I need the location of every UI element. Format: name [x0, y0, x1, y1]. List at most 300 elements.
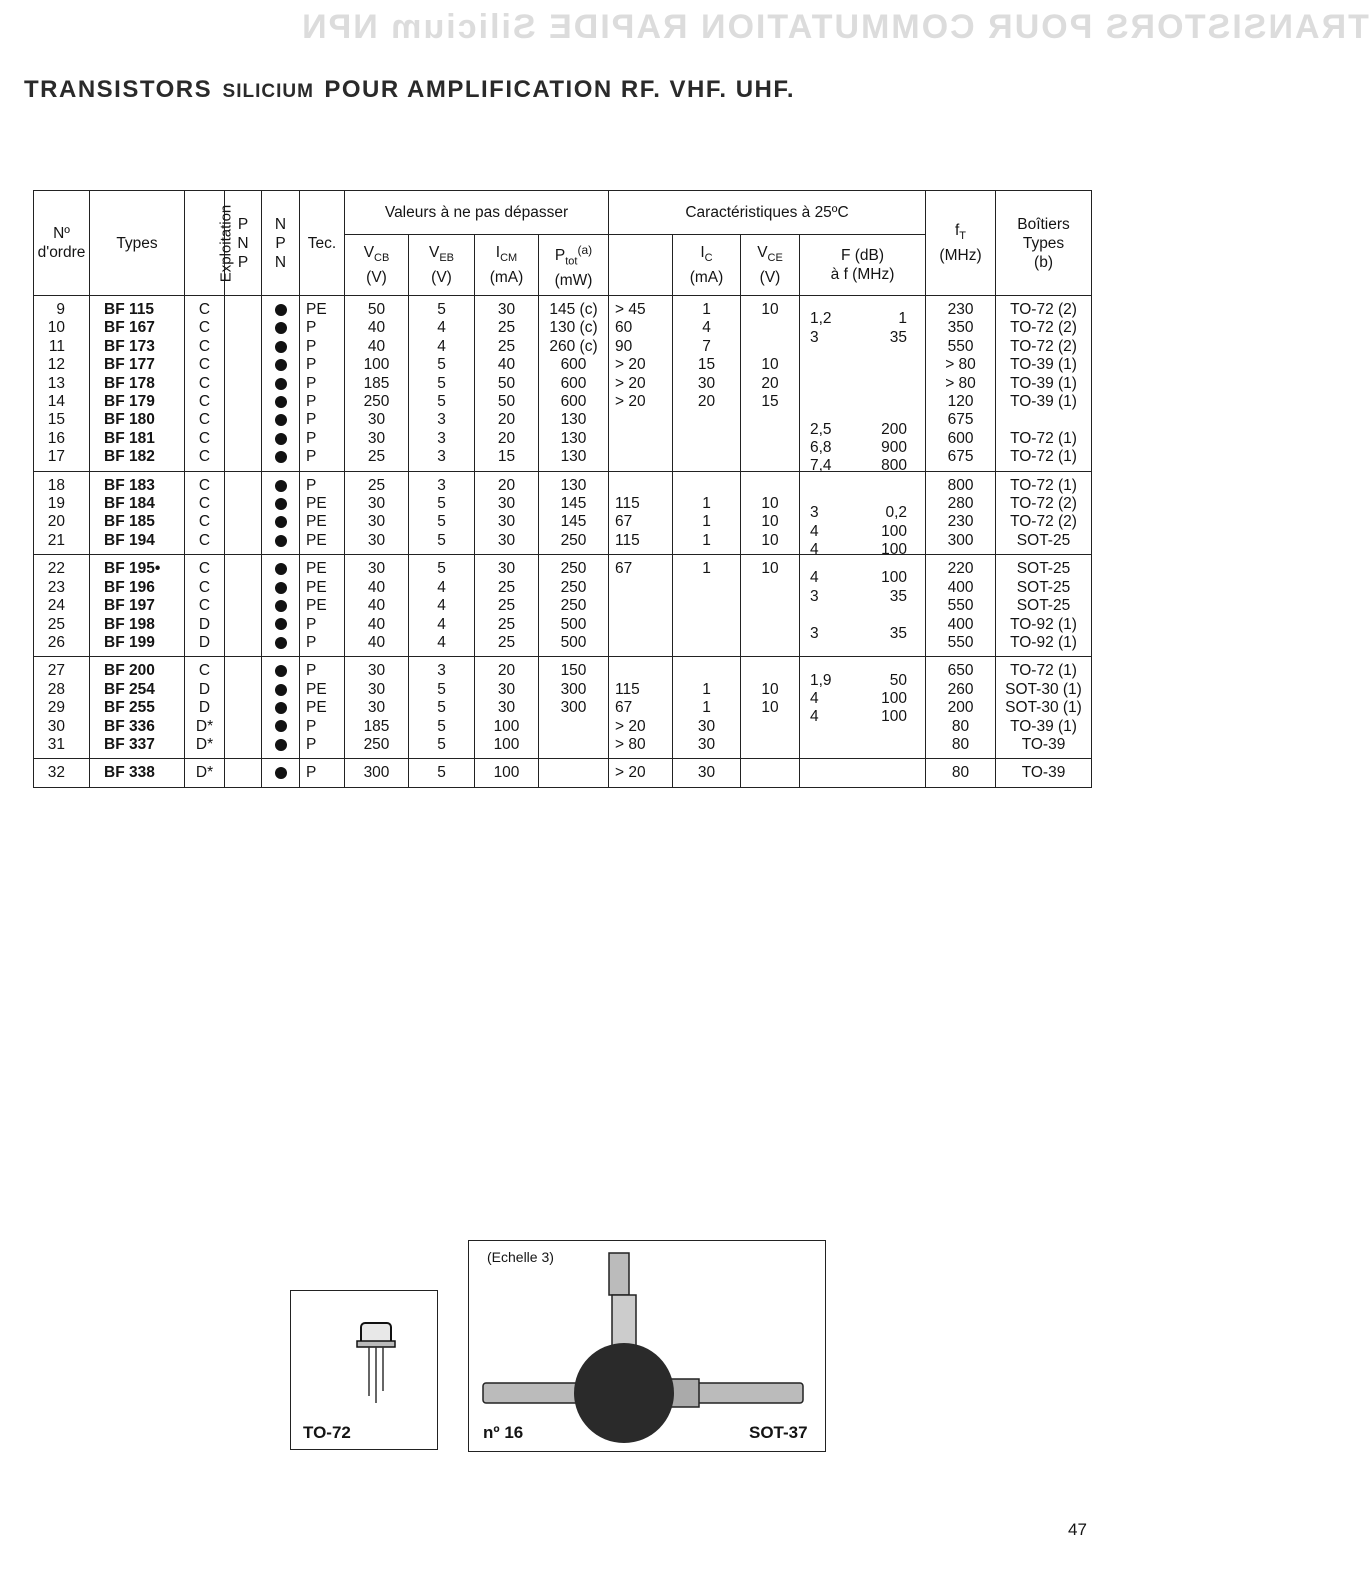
cell-fdb — [800, 759, 926, 787]
cell-no: 26 — [34, 634, 90, 657]
cell-ic: 1 — [673, 555, 741, 579]
cell-ft: 675 — [926, 448, 996, 471]
cell-ft: 800 — [926, 471, 996, 495]
cell-vce — [741, 736, 800, 759]
cell-npn — [262, 319, 300, 337]
npn-dot-icon — [275, 618, 287, 630]
cell-ft: 300 — [926, 532, 996, 555]
cell-vce — [741, 597, 800, 615]
cell-no: 29 — [34, 699, 90, 717]
table-row — [34, 356, 1092, 374]
cell-f-value: 50 — [889, 671, 908, 689]
cell-icm: 100 — [475, 759, 539, 787]
cell-tec: P — [300, 319, 345, 337]
cell-tec: PE — [300, 699, 345, 717]
cell-hfe — [609, 616, 673, 634]
cell-ft: 550 — [926, 338, 996, 356]
cell-npn — [262, 579, 300, 597]
cell-npn — [262, 393, 300, 411]
cell-vce — [741, 657, 800, 681]
cell-vce — [741, 319, 800, 337]
cell-type: BF 336 — [90, 718, 185, 736]
cell-veb: 4 — [409, 579, 475, 597]
cell-tec: P — [300, 759, 345, 787]
cell-tec: PE — [300, 555, 345, 579]
cell-ptot — [539, 718, 609, 736]
cell-ft: 230 — [926, 513, 996, 531]
cell-ic: 1 — [673, 699, 741, 717]
cell-f-value: 100 — [881, 708, 908, 726]
npn-dot-icon — [275, 739, 287, 751]
cell-ic: 30 — [673, 718, 741, 736]
npn-dot-icon — [275, 498, 287, 510]
cell-boitier: TO-39 (1) — [996, 375, 1092, 393]
cell-veb: 5 — [409, 718, 475, 736]
cell-npn — [262, 411, 300, 429]
cell-type: BF 255 — [90, 699, 185, 717]
cell-ptot: 130 — [539, 471, 609, 495]
cell-npn — [262, 296, 300, 320]
cell-no: 25 — [34, 616, 90, 634]
cell-fdb — [800, 319, 926, 346]
cell-boitier: SOT-30 (1) — [996, 699, 1092, 717]
cell-hfe: 60 — [609, 319, 673, 337]
header-ic: $I_C$ (mA) — [673, 235, 741, 296]
cell-fdb — [800, 513, 926, 540]
cell-ic: 15 — [673, 356, 741, 374]
cell-ic: 20 — [673, 393, 741, 411]
transistor-spec-table — [33, 190, 1092, 788]
cell-npn — [262, 597, 300, 615]
cell-fdb — [800, 681, 926, 707]
cell-ptot: 600 — [539, 393, 609, 411]
cell-boitier — [996, 411, 1092, 429]
cell-type: BF 198 — [90, 616, 185, 634]
cell-fdb-value: 4 — [810, 569, 819, 587]
cell-ft: > 80 — [926, 375, 996, 393]
npn-dot-icon — [275, 359, 287, 371]
cell-npn — [262, 555, 300, 579]
cell-no: 22 — [34, 555, 90, 579]
cell-type: BF 337 — [90, 736, 185, 759]
cell-ft: 120 — [926, 393, 996, 411]
cell-vcb: 30 — [345, 699, 409, 717]
cell-hfe: 115 — [609, 681, 673, 699]
cell-expl: D* — [185, 736, 225, 759]
cell-type: BF 178 — [90, 375, 185, 393]
cell-hfe: 115 — [609, 532, 673, 555]
cell-expl: C — [185, 375, 225, 393]
table-row — [34, 555, 1092, 579]
cell-pnp — [225, 718, 262, 736]
cell-tec: P — [300, 718, 345, 736]
cell-vcb: 40 — [345, 597, 409, 615]
cell-npn — [262, 495, 300, 513]
cell-type: BF 254 — [90, 681, 185, 699]
cell-pnp — [225, 338, 262, 356]
table-row — [34, 759, 1092, 787]
cell-veb: 4 — [409, 338, 475, 356]
cell-type: BF 185 — [90, 513, 185, 531]
cell-tec: PE — [300, 579, 345, 597]
cell-ic: 30 — [673, 375, 741, 393]
cell-ic: 1 — [673, 681, 741, 699]
cell-hfe — [609, 411, 673, 429]
cell-no: 14 — [34, 393, 90, 411]
cell-boitier: TO-72 (2) — [996, 495, 1092, 513]
cell-vce: 10 — [741, 495, 800, 513]
npn-dot-icon — [275, 451, 287, 463]
table-row — [34, 495, 1092, 513]
cell-vcb: 30 — [345, 532, 409, 555]
cell-hfe — [609, 634, 673, 657]
cell-fdb-value: 4 — [810, 541, 819, 559]
cell-hfe — [609, 471, 673, 495]
cell-fdb — [800, 393, 926, 411]
cell-ptot: 250 — [539, 532, 609, 555]
cell-boitier: SOT-25 — [996, 532, 1092, 555]
cell-fdb — [800, 338, 926, 356]
cell-ptot: 260 (c) — [539, 338, 609, 356]
cell-type: BF 183 — [90, 471, 185, 495]
to72-figure — [290, 1290, 438, 1450]
cell-no: 32 — [34, 759, 90, 787]
cell-ptot: 150 — [539, 657, 609, 681]
cell-vce: 10 — [741, 532, 800, 555]
npn-dot-icon — [275, 535, 287, 547]
title-part-2: SILICIUM — [222, 81, 314, 102]
cell-no: 9 — [34, 296, 90, 320]
to72-transistor-icon — [291, 1291, 437, 1421]
cell-fdb — [800, 597, 926, 615]
cell-icm: 25 — [475, 634, 539, 657]
cell-ptot: 145 — [539, 495, 609, 513]
cell-fdb — [800, 699, 926, 726]
cell-veb: 4 — [409, 634, 475, 657]
cell-no: 30 — [34, 718, 90, 736]
cell-hfe: 115 — [609, 495, 673, 513]
cell-npn — [262, 699, 300, 717]
cell-expl: D — [185, 699, 225, 717]
cell-ptot: 250 — [539, 579, 609, 597]
cell-boitier: TO-92 (1) — [996, 616, 1092, 634]
cell-icm: 30 — [475, 513, 539, 531]
cell-ic: 1 — [673, 532, 741, 555]
table-row — [34, 411, 1092, 429]
cell-no: 13 — [34, 375, 90, 393]
cell-type: BF 338 — [90, 759, 185, 787]
cell-fdb — [800, 296, 926, 328]
cell-pnp — [225, 759, 262, 787]
cell-expl: D* — [185, 759, 225, 787]
cell-vcb: 30 — [345, 555, 409, 579]
npn-dot-icon — [275, 600, 287, 612]
cell-tec: PE — [300, 597, 345, 615]
cell-boitier: SOT-25 — [996, 597, 1092, 615]
cell-veb: 5 — [409, 681, 475, 699]
cell-vce — [741, 448, 800, 471]
cell-icm: 30 — [475, 555, 539, 579]
cell-vcb: 300 — [345, 759, 409, 787]
cell-hfe: > 80 — [609, 736, 673, 759]
cell-ic — [673, 411, 741, 429]
cell-ptot — [539, 759, 609, 787]
header-boitiers: Boîtiers Types (b) — [996, 191, 1092, 296]
cell-boitier: TO-72 (2) — [996, 338, 1092, 356]
cell-tec: P — [300, 448, 345, 471]
cell-type: BF 173 — [90, 338, 185, 356]
cell-tec: P — [300, 375, 345, 393]
cell-ptot: 130 — [539, 448, 609, 471]
cell-pnp — [225, 495, 262, 513]
ghost-title-bleedthrough: TRANSISTORS POUR COMMUTATION RAPIDE Silicium NPN — [300, 8, 1369, 46]
cell-veb: 3 — [409, 448, 475, 471]
cell-boitier: SOT-30 (1) — [996, 681, 1092, 699]
cell-f-value: 35 — [889, 587, 908, 605]
cell-type: BF 195• — [90, 555, 185, 579]
cell-vcb: 185 — [345, 375, 409, 393]
sot37-transistor-icon — [469, 1241, 825, 1431]
cell-hfe — [609, 597, 673, 615]
cell-fdb-value: 4 — [810, 708, 819, 726]
cell-boitier: TO-72 (1) — [996, 430, 1092, 448]
cell-vcb: 40 — [345, 338, 409, 356]
table-row — [34, 393, 1092, 411]
cell-vce — [741, 634, 800, 657]
cell-fdb — [800, 411, 926, 438]
cell-no: 11 — [34, 338, 90, 356]
cell-fdb-value: 2,5 — [810, 420, 832, 438]
cell-pnp — [225, 471, 262, 495]
cell-f-value: 35 — [889, 328, 908, 346]
sot37-caption: SOT-37 — [749, 1423, 808, 1442]
cell-expl: C — [185, 471, 225, 495]
cell-veb: 4 — [409, 616, 475, 634]
cell-vcb: 40 — [345, 319, 409, 337]
cell-hfe: > 20 — [609, 393, 673, 411]
cell-pnp — [225, 616, 262, 634]
npn-dot-icon — [275, 414, 287, 426]
cell-npn — [262, 471, 300, 495]
cell-hfe — [609, 657, 673, 681]
cell-fdb-value: 7,4 — [810, 457, 832, 475]
cell-veb: 4 — [409, 597, 475, 615]
cell-vcb: 40 — [345, 634, 409, 657]
cell-npn — [262, 375, 300, 393]
cell-type: BF 197 — [90, 597, 185, 615]
cell-fdb — [800, 448, 926, 475]
cell-no: 17 — [34, 448, 90, 471]
cell-ptot: 145 (c) — [539, 296, 609, 320]
sot37-number: nº 16 — [483, 1423, 524, 1442]
cell-fdb — [800, 718, 926, 736]
cell-veb: 5 — [409, 513, 475, 531]
cell-expl: D — [185, 634, 225, 657]
cell-tec: P — [300, 657, 345, 681]
cell-expl: C — [185, 296, 225, 320]
cell-vcb: 25 — [345, 448, 409, 471]
cell-npn — [262, 736, 300, 759]
npn-dot-icon — [275, 720, 287, 732]
cell-icm: 50 — [475, 375, 539, 393]
cell-fdb — [800, 471, 926, 495]
cell-vce — [741, 430, 800, 448]
cell-fdb-value: 3 — [810, 624, 819, 642]
cell-fdb-value: 3 — [810, 328, 819, 346]
npn-dot-icon — [275, 341, 287, 353]
cell-ft: 260 — [926, 681, 996, 699]
cell-ptot: 600 — [539, 356, 609, 374]
cell-expl: C — [185, 338, 225, 356]
cell-tec: P — [300, 471, 345, 495]
cell-boitier: TO-72 (2) — [996, 319, 1092, 337]
sot37-scale: (Echelle 3) — [487, 1249, 554, 1265]
cell-vce: 15 — [741, 393, 800, 411]
cell-hfe: > 45 — [609, 296, 673, 320]
npn-dot-icon — [275, 637, 287, 649]
cell-fdb-value: 1,9 — [810, 671, 832, 689]
cell-hfe: > 20 — [609, 759, 673, 787]
cell-pnp — [225, 319, 262, 337]
cell-boitier: TO-39 — [996, 759, 1092, 787]
to72-caption: TO-72 — [303, 1423, 351, 1442]
cell-npn — [262, 356, 300, 374]
cell-npn — [262, 759, 300, 787]
cell-type: BF 194 — [90, 532, 185, 555]
cell-ptot: 250 — [539, 555, 609, 579]
table-row — [34, 736, 1092, 759]
cell-ptot: 130 — [539, 411, 609, 429]
title-part-3: POUR AMPLIFICATION RF. VHF. UHF. — [324, 76, 796, 103]
cell-type: BF 184 — [90, 495, 185, 513]
cell-ft: 400 — [926, 616, 996, 634]
cell-pnp — [225, 411, 262, 429]
cell-npn — [262, 532, 300, 555]
cell-pnp — [225, 296, 262, 320]
header-vcb: $V_{CB}$ (V) — [345, 235, 409, 296]
cell-ptot: 145 — [539, 513, 609, 531]
cell-no: 16 — [34, 430, 90, 448]
cell-ft: 80 — [926, 718, 996, 736]
cell-ic — [673, 657, 741, 681]
cell-ic — [673, 634, 741, 657]
table-row — [34, 657, 1092, 681]
cell-fdb-value: 3 — [810, 504, 819, 522]
cell-pnp — [225, 736, 262, 759]
cell-no: 28 — [34, 681, 90, 699]
table-row — [34, 319, 1092, 337]
cell-icm: 25 — [475, 579, 539, 597]
cell-vcb: 250 — [345, 736, 409, 759]
table-row — [34, 616, 1092, 634]
cell-boitier: TO-39 — [996, 736, 1092, 759]
npn-dot-icon — [275, 563, 287, 575]
cell-ic: 30 — [673, 736, 741, 759]
cell-expl: C — [185, 393, 225, 411]
cell-npn — [262, 634, 300, 657]
cell-icm: 100 — [475, 718, 539, 736]
cell-veb: 3 — [409, 411, 475, 429]
cell-npn — [262, 681, 300, 699]
cell-ic: 7 — [673, 338, 741, 356]
cell-veb: 5 — [409, 699, 475, 717]
cell-pnp — [225, 513, 262, 531]
cell-f-value: 100 — [881, 689, 908, 707]
header-no: Nº d'ordre — [34, 191, 90, 296]
cell-pnp — [225, 634, 262, 657]
cell-no: 12 — [34, 356, 90, 374]
cell-type: BF 200 — [90, 657, 185, 681]
cell-f-value: 900 — [881, 439, 908, 457]
cell-ft: 230 — [926, 296, 996, 320]
cell-no: 20 — [34, 513, 90, 531]
cell-hfe — [609, 579, 673, 597]
cell-tec: PE — [300, 495, 345, 513]
cell-ic: 1 — [673, 296, 741, 320]
cell-veb: 5 — [409, 532, 475, 555]
cell-icm: 40 — [475, 356, 539, 374]
cell-ft: 550 — [926, 634, 996, 657]
cell-fdb-value: 4 — [810, 689, 819, 707]
header-pnp: P N P — [225, 191, 262, 296]
cell-ptot: 300 — [539, 681, 609, 699]
table-row — [34, 430, 1092, 448]
npn-dot-icon — [275, 767, 287, 779]
cell-pnp — [225, 356, 262, 374]
npn-dot-icon — [275, 396, 287, 408]
header-vce: $V_{CE}$ (V) — [741, 235, 800, 296]
cell-tec: PE — [300, 532, 345, 555]
cell-f-value: 800 — [881, 457, 908, 475]
cell-boitier: TO-92 (1) — [996, 634, 1092, 657]
cell-icm: 20 — [475, 430, 539, 448]
cell-vcb: 250 — [345, 393, 409, 411]
cell-vcb: 40 — [345, 579, 409, 597]
cell-no: 10 — [34, 319, 90, 337]
cell-expl: C — [185, 448, 225, 471]
cell-vcb: 30 — [345, 430, 409, 448]
cell-ic — [673, 597, 741, 615]
cell-f-value: 1 — [898, 310, 908, 328]
cell-ft: 80 — [926, 759, 996, 787]
header-icm: $I_{CM}$ (mA) — [475, 235, 539, 296]
cell-vcb: 100 — [345, 356, 409, 374]
cell-boitier: TO-39 (1) — [996, 356, 1092, 374]
cell-ic — [673, 471, 741, 495]
cell-vce — [741, 338, 800, 356]
header-ptot: $P_{tot}^{(a)}$ (mW) — [539, 235, 609, 296]
page-number: 47 — [1068, 1520, 1087, 1539]
cell-hfe — [609, 448, 673, 471]
cell-icm: 20 — [475, 411, 539, 429]
cell-veb: 5 — [409, 495, 475, 513]
cell-boitier: TO-72 (2) — [996, 296, 1092, 320]
cell-vce — [741, 471, 800, 495]
header-fdb: F (dB) à f (MHz) — [800, 235, 926, 296]
table-row — [34, 579, 1092, 597]
table-row — [34, 513, 1092, 531]
header-tec: Tec. — [300, 191, 345, 296]
cell-expl: C — [185, 513, 225, 531]
cell-veb: 3 — [409, 471, 475, 495]
header-ft: $f_T$ (MHz) — [926, 191, 996, 296]
cell-ptot: 500 — [539, 634, 609, 657]
cell-icm: 25 — [475, 319, 539, 337]
cell-vce: 10 — [741, 699, 800, 717]
cell-ft: 80 — [926, 736, 996, 759]
npn-dot-icon — [275, 322, 287, 334]
cell-expl: C — [185, 657, 225, 681]
